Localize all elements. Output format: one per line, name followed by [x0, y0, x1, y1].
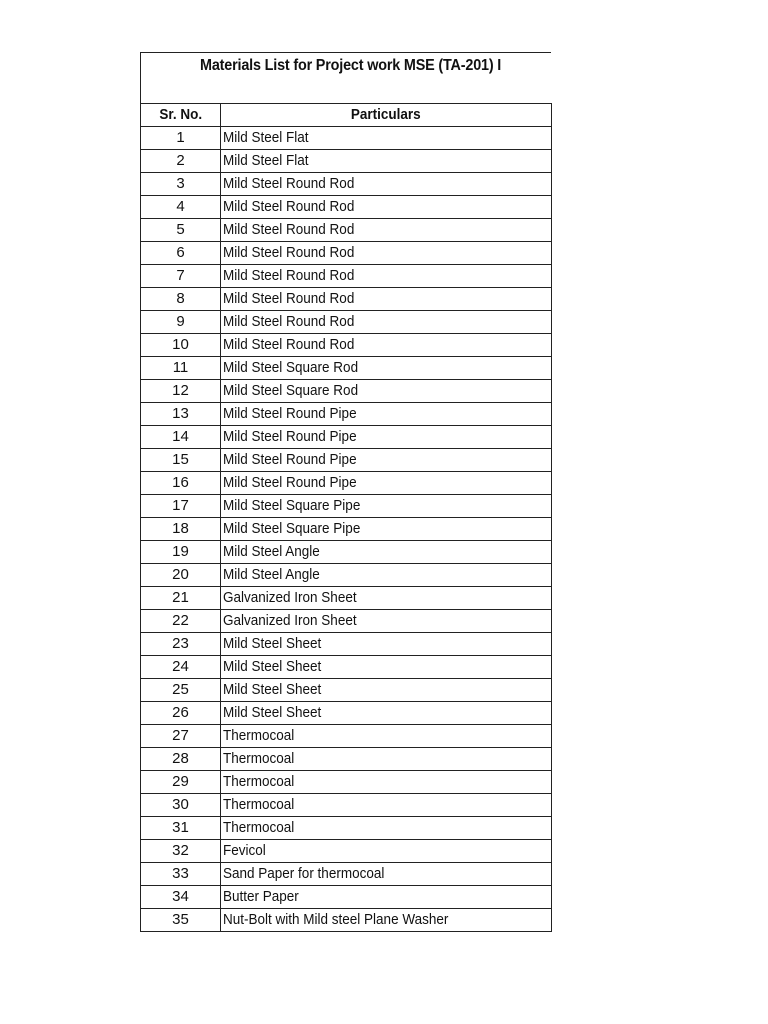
header-particulars: Particulars — [221, 104, 552, 127]
table-row — [141, 541, 552, 564]
sr-no-cell: 15 — [141, 449, 221, 472]
table-row — [141, 219, 552, 242]
table-row — [141, 679, 552, 702]
sr-no-cell: 8 — [141, 288, 221, 311]
particulars-cell: Thermocoal — [221, 748, 552, 771]
particulars-cell: Mild Steel Angle — [221, 541, 552, 564]
table-row — [141, 334, 552, 357]
particulars-cell: Mild Steel Square Rod — [221, 357, 552, 380]
table-row — [141, 242, 552, 265]
table-row — [141, 426, 552, 449]
particulars-cell: Mild Steel Round Rod — [221, 334, 552, 357]
header-row — [141, 104, 552, 127]
sr-no-cell: 32 — [141, 840, 221, 863]
table-row — [141, 817, 552, 840]
particulars-cell: Mild Steel Round Rod — [221, 173, 552, 196]
table-row — [141, 840, 552, 863]
particulars-cell: Mild Steel Flat — [221, 127, 552, 150]
particulars-cell: Butter Paper — [221, 886, 552, 909]
table-row — [141, 173, 552, 196]
sr-no-cell: 11 — [141, 357, 221, 380]
table-row — [141, 633, 552, 656]
sr-no-cell: 33 — [141, 863, 221, 886]
table-row — [141, 564, 552, 587]
materials-sheet — [140, 52, 551, 932]
particulars-cell: Galvanized Iron Sheet — [221, 610, 552, 633]
table-row — [141, 472, 552, 495]
table-row — [141, 702, 552, 725]
particulars-cell: Mild Steel Round Rod — [221, 265, 552, 288]
table-row — [141, 771, 552, 794]
table-row — [141, 725, 552, 748]
sr-no-cell: 12 — [141, 380, 221, 403]
table-row — [141, 748, 552, 771]
sr-no-cell: 30 — [141, 794, 221, 817]
sr-no-cell: 25 — [141, 679, 221, 702]
table-row — [141, 196, 552, 219]
sr-no-cell: 13 — [141, 403, 221, 426]
particulars-cell: Mild Steel Square Pipe — [221, 495, 552, 518]
particulars-cell: Mild Steel Sheet — [221, 656, 552, 679]
sr-no-cell: 31 — [141, 817, 221, 840]
table-row — [141, 610, 552, 633]
particulars-cell: Mild Steel Sheet — [221, 702, 552, 725]
particulars-cell: Thermocoal — [221, 771, 552, 794]
table-row — [141, 863, 552, 886]
sr-no-cell: 35 — [141, 909, 221, 932]
sr-no-cell: 10 — [141, 334, 221, 357]
particulars-cell: Mild Steel Angle — [221, 564, 552, 587]
table-row — [141, 656, 552, 679]
table-row — [141, 403, 552, 426]
table-row — [141, 886, 552, 909]
sr-no-cell: 1 — [141, 127, 221, 150]
particulars-cell: Thermocoal — [221, 794, 552, 817]
particulars-cell: Mild Steel Round Rod — [221, 242, 552, 265]
table-row — [141, 311, 552, 334]
table-row — [141, 127, 552, 150]
particulars-cell: Nut-Bolt with Mild steel Plane Washer — [221, 909, 552, 932]
table-body — [141, 127, 552, 932]
particulars-cell: Mild Steel Round Pipe — [221, 449, 552, 472]
table-row — [141, 518, 552, 541]
particulars-cell: Mild Steel Flat — [221, 150, 552, 173]
particulars-cell: Galvanized Iron Sheet — [221, 587, 552, 610]
table-row — [141, 909, 552, 932]
sr-no-cell: 21 — [141, 587, 221, 610]
table-row — [141, 357, 552, 380]
particulars-cell: Mild Steel Round Rod — [221, 219, 552, 242]
particulars-cell: Mild Steel Round Rod — [221, 196, 552, 219]
sr-no-cell: 9 — [141, 311, 221, 334]
materials-table — [140, 103, 552, 932]
table-row — [141, 150, 552, 173]
sr-no-cell: 34 — [141, 886, 221, 909]
sr-no-cell: 17 — [141, 495, 221, 518]
particulars-cell: Mild Steel Sheet — [221, 633, 552, 656]
table-row — [141, 794, 552, 817]
sr-no-cell: 19 — [141, 541, 221, 564]
particulars-cell: Mild Steel Sheet — [221, 679, 552, 702]
particulars-cell: Mild Steel Square Rod — [221, 380, 552, 403]
title-row — [140, 52, 551, 103]
sr-no-cell: 2 — [141, 150, 221, 173]
table-row — [141, 288, 552, 311]
sr-no-cell: 5 — [141, 219, 221, 242]
sr-no-cell: 22 — [141, 610, 221, 633]
particulars-cell: Mild Steel Round Rod — [221, 311, 552, 334]
sr-no-cell: 23 — [141, 633, 221, 656]
table-row — [141, 265, 552, 288]
particulars-cell: Thermocoal — [221, 817, 552, 840]
particulars-cell: Mild Steel Round Pipe — [221, 472, 552, 495]
particulars-cell: Thermocoal — [221, 725, 552, 748]
particulars-cell: Fevicol — [221, 840, 552, 863]
sheet-title: Materials List for Project work MSE (TA-201) I — [200, 57, 502, 74]
particulars-cell: Mild Steel Round Pipe — [221, 426, 552, 449]
particulars-cell: Sand Paper for thermocoal — [221, 863, 552, 886]
table-row — [141, 380, 552, 403]
sr-no-cell: 24 — [141, 656, 221, 679]
sr-no-cell: 26 — [141, 702, 221, 725]
sr-no-cell: 29 — [141, 771, 221, 794]
particulars-cell: Mild Steel Round Pipe — [221, 403, 552, 426]
sr-no-cell: 18 — [141, 518, 221, 541]
sr-no-cell: 20 — [141, 564, 221, 587]
sr-no-cell: 7 — [141, 265, 221, 288]
sr-no-cell: 27 — [141, 725, 221, 748]
sr-no-cell: 4 — [141, 196, 221, 219]
sr-no-cell: 28 — [141, 748, 221, 771]
table-row — [141, 449, 552, 472]
table-row — [141, 587, 552, 610]
sr-no-cell: 6 — [141, 242, 221, 265]
header-sr-no: Sr. No. — [141, 104, 221, 127]
sr-no-cell: 3 — [141, 173, 221, 196]
particulars-cell: Mild Steel Square Pipe — [221, 518, 552, 541]
sr-no-cell: 14 — [141, 426, 221, 449]
table-row — [141, 495, 552, 518]
sr-no-cell: 16 — [141, 472, 221, 495]
particulars-cell: Mild Steel Round Rod — [221, 288, 552, 311]
